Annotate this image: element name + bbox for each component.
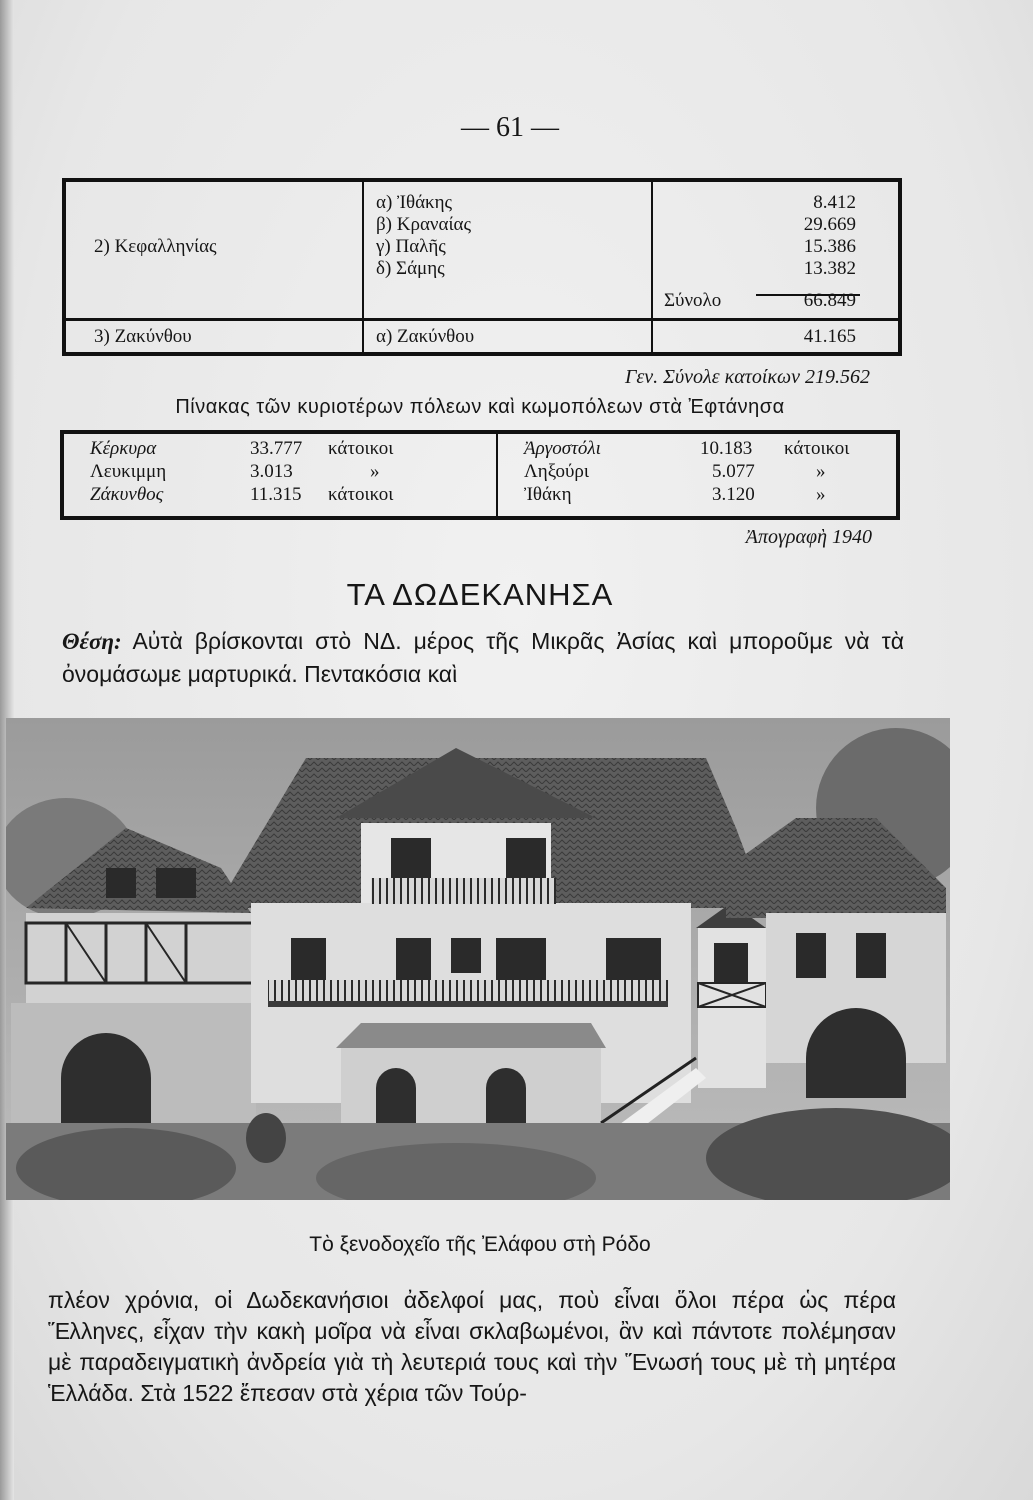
census-note: Ἀπογραφὴ 1940: [745, 526, 872, 548]
city-unit: »: [370, 461, 380, 482]
district-name: β) Κραναίας: [376, 214, 472, 235]
district-population: 15.386: [803, 236, 856, 257]
cities-table: [60, 430, 900, 520]
page-number: — 61 —: [461, 112, 559, 143]
district-population: 29.669: [803, 214, 856, 235]
region-label-zakynthos: 3) Ζακύνθου: [94, 326, 192, 347]
city-unit: κάτοικοι: [328, 438, 394, 459]
intro-text: Αὐτὰ βρίσκονται στὸ ΝΔ. μέρος τῆς Μικρᾶς Ἀσίας καὶ μποροῦμε νὰ τὰ ὀνομάσωμε μαρτυρικά. Πεντακόσια καὶ: [62, 628, 904, 687]
body-paragraph: [48, 1285, 896, 1409]
city-population: 5.077: [712, 461, 755, 482]
city-name: Ἰθάκη: [524, 484, 572, 505]
city-unit: κάτοικοι: [784, 438, 850, 459]
city-unit: κάτοικοι: [328, 484, 394, 505]
table-divider: [496, 434, 498, 516]
table-divider: [362, 182, 364, 352]
city-unit: »: [816, 484, 826, 505]
district-population: 41.165: [803, 326, 856, 347]
intro-label: Θέση:: [62, 629, 122, 654]
city-population: 33.777: [250, 438, 303, 459]
district-name: δ) Σάμης: [376, 258, 445, 279]
city-population: 11.315: [250, 484, 302, 505]
city-name: Ζάκυνθος: [90, 484, 164, 505]
intro-paragraph: [62, 625, 904, 690]
city-population: 10.183: [700, 438, 753, 459]
table-row-divider: [66, 318, 898, 321]
total-label: Σύνολο: [664, 290, 722, 311]
table-divider: [651, 182, 653, 352]
region-label-kefallinia: 2) Κεφαλληνίας: [94, 236, 217, 257]
total-value: 66.849: [803, 290, 856, 311]
city-name: Ληξούρι: [524, 461, 589, 482]
body-text: πλέον χρόνια, οἱ Δωδεκανήσιοι ἀδελφοί μας, ποὺ εἶναι ὅλοι πέρα ὡς πέρα Ἕλληνες, εἶχαν τὴν κακὴ μοῖρα νὰ εἶναι σκλαβωμένοι, ἂν καὶ πάντοτε πολέμησαν μὲ παραδειγματικὴ ἀνδρεία γιὰ τὴ λευτεριά τους καὶ τὴν Ἕνωσή τους μὲ τὴ μητέρα Ἑλλάδα. Στὰ 1522 ἔπεσαν στὰ χέρια τῶν Τούρ-: [48, 1287, 896, 1406]
photo-caption: Τὸ ξενοδοχεῖο τῆς Ἐλάφου στὴ Ρόδο: [309, 1233, 651, 1256]
district-population: 8.412: [813, 192, 856, 213]
district-population: 13.382: [803, 258, 856, 279]
city-unit: »: [816, 461, 826, 482]
district-name: α) Ἰθάκης: [376, 192, 453, 213]
hotel-illustration: [6, 718, 950, 1200]
hotel-photo: [6, 718, 950, 1200]
district-name: α) Ζακύνθου: [376, 326, 475, 347]
general-total: Γεν. Σύνολε κατοίκων 219.562: [624, 366, 870, 388]
cities-table-caption: Πίνακας τῶν κυριοτέρων πόλεων καὶ κωμοπόλεων στὰ Ἐφτάνησα: [175, 396, 785, 418]
population-table: [62, 178, 902, 356]
city-name: Κέρκυρα: [90, 438, 157, 459]
city-name: Ἀργοστόλι: [524, 438, 601, 459]
city-name: Λευκιμμη: [90, 461, 167, 482]
district-name: γ) Παλῆς: [376, 236, 446, 257]
section-heading: ΤΑ ΔΩΔΕΚΑΝΗΣΑ: [346, 577, 614, 612]
city-population: 3.013: [250, 461, 293, 482]
city-population: 3.120: [712, 484, 755, 505]
